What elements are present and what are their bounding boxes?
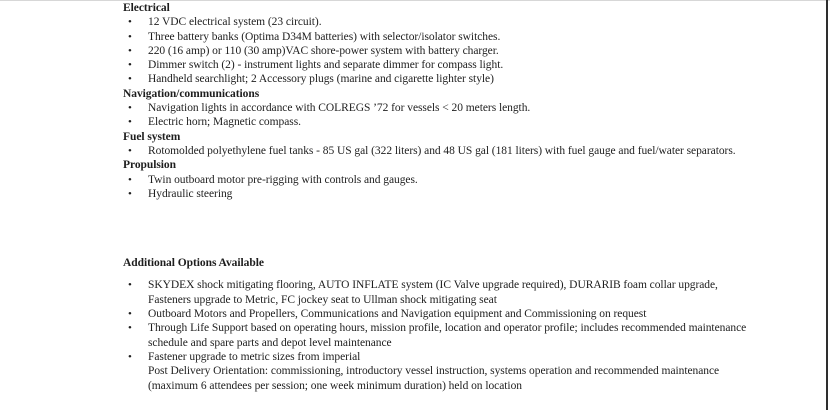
list-item-line: 12 VDC electrical system (23 circuit). [148, 16, 322, 29]
section-heading: Navigation/communications [123, 87, 260, 100]
list-item-line: Fastener upgrade to metric sizes from imperial [148, 350, 361, 363]
section-heading: Propulsion [123, 159, 176, 172]
list-item-line: Three battery banks (Optima D34M batteries) with selector/isolator switches. [148, 30, 501, 43]
section-navigation-communications [123, 87, 823, 130]
list-item-line: Twin outboard motor pre-rigging with controls and gauges. [148, 173, 418, 186]
list-item [123, 44, 823, 58]
bullet-icon: • [128, 350, 132, 363]
bullet-icon: • [128, 187, 132, 200]
list-item [123, 350, 823, 393]
bullet-icon: • [128, 44, 132, 57]
list-item [123, 15, 823, 29]
list-item-line: Fasteners upgrade to Metric, FC jockey seat to Ullman shock mitigating seat [148, 293, 497, 306]
list-item [123, 30, 823, 44]
list-item-line: (maximum 6 attendees per session; one week minimum duration) held on location [148, 379, 522, 392]
bullet-icon: • [128, 30, 132, 43]
list-item [123, 187, 823, 201]
section-electrical [123, 1, 823, 87]
section-additional-options [123, 256, 823, 393]
section-fuel-system [123, 130, 823, 159]
page-right-border [826, 0, 828, 410]
list-item-line: Electric horn; Magnetic compass. [148, 116, 301, 129]
list-item-line: SKYDEX shock mitigating flooring, AUTO INFLATE system (IC Valve upgrade required), DURARIB foam collar upgrade, [148, 279, 718, 292]
list-item [123, 278, 823, 307]
bullet-icon: • [128, 144, 132, 157]
bullet-list [123, 144, 823, 158]
bullet-icon: • [128, 73, 132, 86]
list-item [123, 173, 823, 187]
list-item-line: 220 (16 amp) or 110 (30 amp)VAC shore-power system with battery charger. [148, 44, 499, 57]
section-heading: Additional Options Available [123, 257, 264, 270]
section-heading: Fuel system [123, 130, 181, 143]
list-item [123, 72, 823, 86]
list-item-line: Dimmer switch (2) - instrument lights and separate dimmer for compass light. [148, 59, 504, 72]
document-page [123, 1, 823, 393]
bullet-icon: • [128, 279, 132, 292]
list-item-line: Navigation lights in accordance with COLREGS ’72 for vessels < 20 meters length. [148, 102, 531, 115]
bullet-list [123, 278, 823, 392]
list-item-line: schedule and spare parts and depot level maintenance [148, 336, 392, 349]
bullet-icon: • [128, 173, 132, 186]
bullet-icon: • [128, 102, 132, 115]
bullet-icon: • [128, 59, 132, 72]
list-item [123, 321, 823, 350]
bullet-icon: • [128, 116, 132, 129]
bullet-list [123, 15, 823, 86]
list-item-line: Outboard Motors and Propellers, Communications and Navigation equipment and Commissioning on request [148, 308, 647, 321]
list-item [123, 115, 823, 129]
list-item-line: Through Life Support based on operating hours, mission profile, location and operator profile; includes recommended maintenance [148, 322, 747, 335]
list-item [123, 101, 823, 115]
list-item-line: Handheld searchlight; 2 Accessory plugs (marine and cigarette lighter style) [148, 73, 494, 86]
section-heading: Electrical [123, 2, 170, 14]
list-item [123, 58, 823, 72]
section-propulsion [123, 158, 823, 201]
bullet-list [123, 101, 823, 130]
bullet-list [123, 173, 823, 202]
bullet-icon: • [128, 322, 132, 335]
list-item-line: Rotomolded polyethylene fuel tanks - 85 US gal (322 liters) and 48 US gal (181 liters) with fuel gauge and fuel/water separators. [148, 144, 736, 157]
list-item-line: Post Delivery Orientation: commissioning, introductory vessel instruction, systems operation and recommended maintenance [148, 365, 720, 378]
list-item-line: Hydraulic steering [148, 187, 233, 200]
list-item [123, 144, 823, 158]
bullet-icon: • [128, 308, 132, 321]
list-item [123, 307, 823, 321]
bullet-icon: • [128, 16, 132, 29]
